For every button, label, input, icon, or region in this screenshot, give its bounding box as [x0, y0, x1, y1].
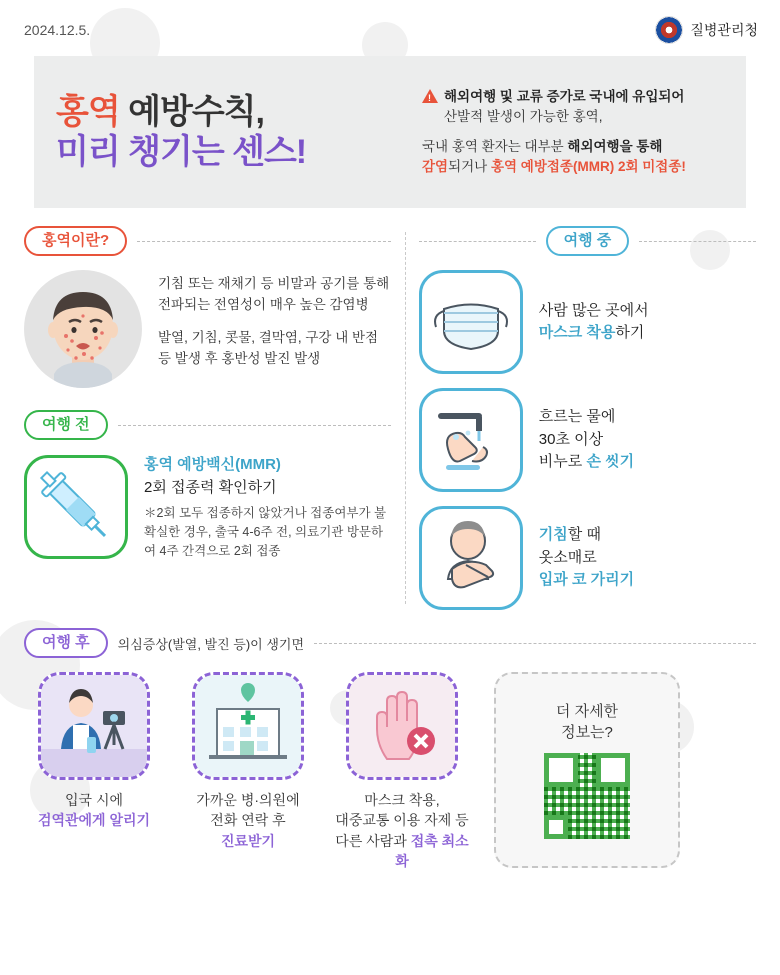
handwash-svg [422, 391, 520, 489]
qr-info-box[interactable] [494, 672, 680, 868]
after-caption-line3: 다른 사람과 [335, 832, 411, 849]
measles-paragraph-2: 발열, 기침, 콧물, 결막염, 구강 내 반점 등 발생 후 홍반성 발진 발생 [158, 329, 379, 366]
cough-accent1: 기침 [538, 526, 568, 544]
qr-code-icon[interactable] [544, 753, 630, 839]
handwashing-icon [419, 388, 523, 492]
after-item-caption [24, 790, 164, 831]
measles-paragraph-1: 기침 또는 재채기 등 비말과 공기를 통해 전파되는 전염성이 매우 높은 감염병 [158, 276, 390, 312]
divider [314, 643, 756, 644]
agency-brand [655, 16, 758, 44]
handwash-accent: 손 씻기 [586, 453, 635, 471]
mask-svg [422, 273, 520, 371]
chip-what-is-measles: 홍역이란? [24, 226, 127, 256]
after-item [332, 672, 472, 871]
during-travel-item-cough [419, 506, 756, 610]
divider [419, 241, 536, 242]
right-column [405, 226, 756, 610]
after-caption-accent: 검역관에게 알리기 [37, 812, 151, 829]
chip-before-travel: 여행 전 [24, 410, 108, 440]
after-caption-line2: 대중교통 이용 자제 등 [335, 812, 469, 829]
after-caption-line1: 마스크 착용, [364, 792, 440, 808]
after-item [24, 672, 164, 831]
agency-name: 질병관리청 [690, 22, 758, 38]
what-is-measles-block [24, 270, 391, 388]
during-travel-item-handwash [419, 388, 756, 492]
after-travel-subtitle: 의심증상(발열, 발진 등)이 생기면 [117, 636, 305, 652]
after-item-caption [178, 790, 318, 851]
before-travel-item [24, 454, 391, 560]
publish-date: 2024.12.5. [24, 22, 91, 38]
after-item-caption [332, 790, 472, 871]
left-column [24, 226, 391, 610]
cough-etiquette-icon [419, 506, 523, 610]
page-header [0, 0, 780, 52]
before-travel-note: ＊2회 모두 접종하지 않았거나 접종여부가 불확실한 경우, 출국 4-6주 전, 의료기관 방문하여 4주 간격으로 2회 접종 [144, 506, 387, 558]
section-head-during-travel [419, 226, 756, 256]
quarantine-officer-icon [38, 672, 150, 780]
no-contact-svg [349, 675, 455, 777]
handwash-line2: 30초 이상 [538, 430, 604, 448]
syringe-svg [27, 458, 125, 556]
cough-line2: 옷소매로 [538, 548, 597, 566]
after-travel-items [24, 672, 756, 871]
divider [118, 425, 391, 426]
divider [137, 241, 391, 242]
qr-title [556, 701, 618, 743]
measles-face-wrap [24, 270, 144, 388]
handwash-line3: 비누로 [538, 453, 587, 471]
face-mask-icon [419, 270, 523, 374]
section-head-before-travel [24, 410, 391, 440]
mask-accent: 마스크 착용 [538, 324, 616, 341]
what-is-measles-text [158, 270, 391, 388]
mask-text [539, 300, 649, 345]
hero-title-line1 [56, 92, 416, 132]
main-columns [0, 226, 780, 610]
hero-notice-block [416, 87, 724, 178]
divider [639, 241, 756, 242]
section-head-after-travel [24, 628, 756, 658]
qr-title-line1: 더 자세한 [555, 703, 619, 720]
mask-line2: 하기 [615, 324, 645, 341]
after-travel-section [0, 628, 780, 871]
government-emblem-icon [655, 16, 683, 44]
hero-title-rest: 예방수칙, [119, 92, 264, 131]
after-caption-line1: 입국 시에 [65, 792, 123, 808]
before-travel-text [144, 454, 391, 560]
hospital-building-icon [192, 672, 304, 780]
hero-title-block [56, 92, 416, 172]
after-caption-line1: 가까운 병·의원에 [196, 792, 300, 808]
cough-text [539, 524, 634, 592]
during-travel-item-mask [419, 270, 756, 374]
mask-line1: 사람 많은 곳에서 [538, 301, 649, 319]
before-travel-line1: 홍역 예방백신(MMR) [144, 456, 281, 473]
handwash-line1: 흐르는 물에 [538, 408, 616, 426]
hero-title-line2: 미리 챙기는 센스! [56, 133, 307, 171]
cough-line1: 할 때 [567, 526, 601, 544]
measles-patient-face-icon [24, 270, 142, 388]
hero-notice-1 [422, 87, 724, 128]
qr-corner [544, 815, 568, 839]
after-caption-accent: 접촉 최소화 [395, 832, 469, 869]
hospital-svg [195, 675, 301, 777]
hero-notice-2e: 홍역 예방접종(MMR) 2회 미접종! [490, 159, 686, 175]
hero-notice-2c: 감염 [422, 159, 449, 175]
after-caption-line2: 전화 연락 후 [210, 812, 286, 829]
measles-face-svg [24, 270, 142, 388]
before-travel-line2: 2회 접종력 확인하기 [144, 478, 277, 496]
section-head-what-is [24, 226, 391, 256]
hero-notice-1-rest: 산발적 발생이 가능한 홍역, [444, 108, 603, 124]
cough-svg [422, 509, 520, 607]
officer-svg [41, 675, 147, 777]
hero-notice-2a: 국내 홍역 환자는 대부분 [422, 139, 568, 154]
column-divider [405, 232, 406, 604]
after-item [178, 672, 318, 851]
warning-triangle-icon: ! [422, 89, 438, 103]
hero-notice-2d: 되거나 [448, 159, 491, 175]
no-contact-hand-icon [346, 672, 458, 780]
chip-after-travel: 여행 후 [24, 628, 108, 658]
hero-notice-1-bold: 해외여행 및 교류 증가로 국내에 유입되어 [444, 88, 685, 104]
hero-title-accent: 홍역 [56, 92, 120, 131]
chip-during-travel: 여행 중 [546, 226, 630, 256]
cough-accent2: 입과 코 가리기 [538, 571, 635, 589]
after-caption-accent: 진료받기 [220, 832, 276, 849]
hero-notice-2b: 해외여행을 통해 [567, 139, 663, 154]
qr-title-line2: 정보는? [561, 724, 613, 741]
hero-banner [34, 56, 746, 208]
syringe-icon [24, 455, 128, 559]
hero-notice-2 [422, 137, 724, 178]
handwash-text [539, 406, 634, 474]
